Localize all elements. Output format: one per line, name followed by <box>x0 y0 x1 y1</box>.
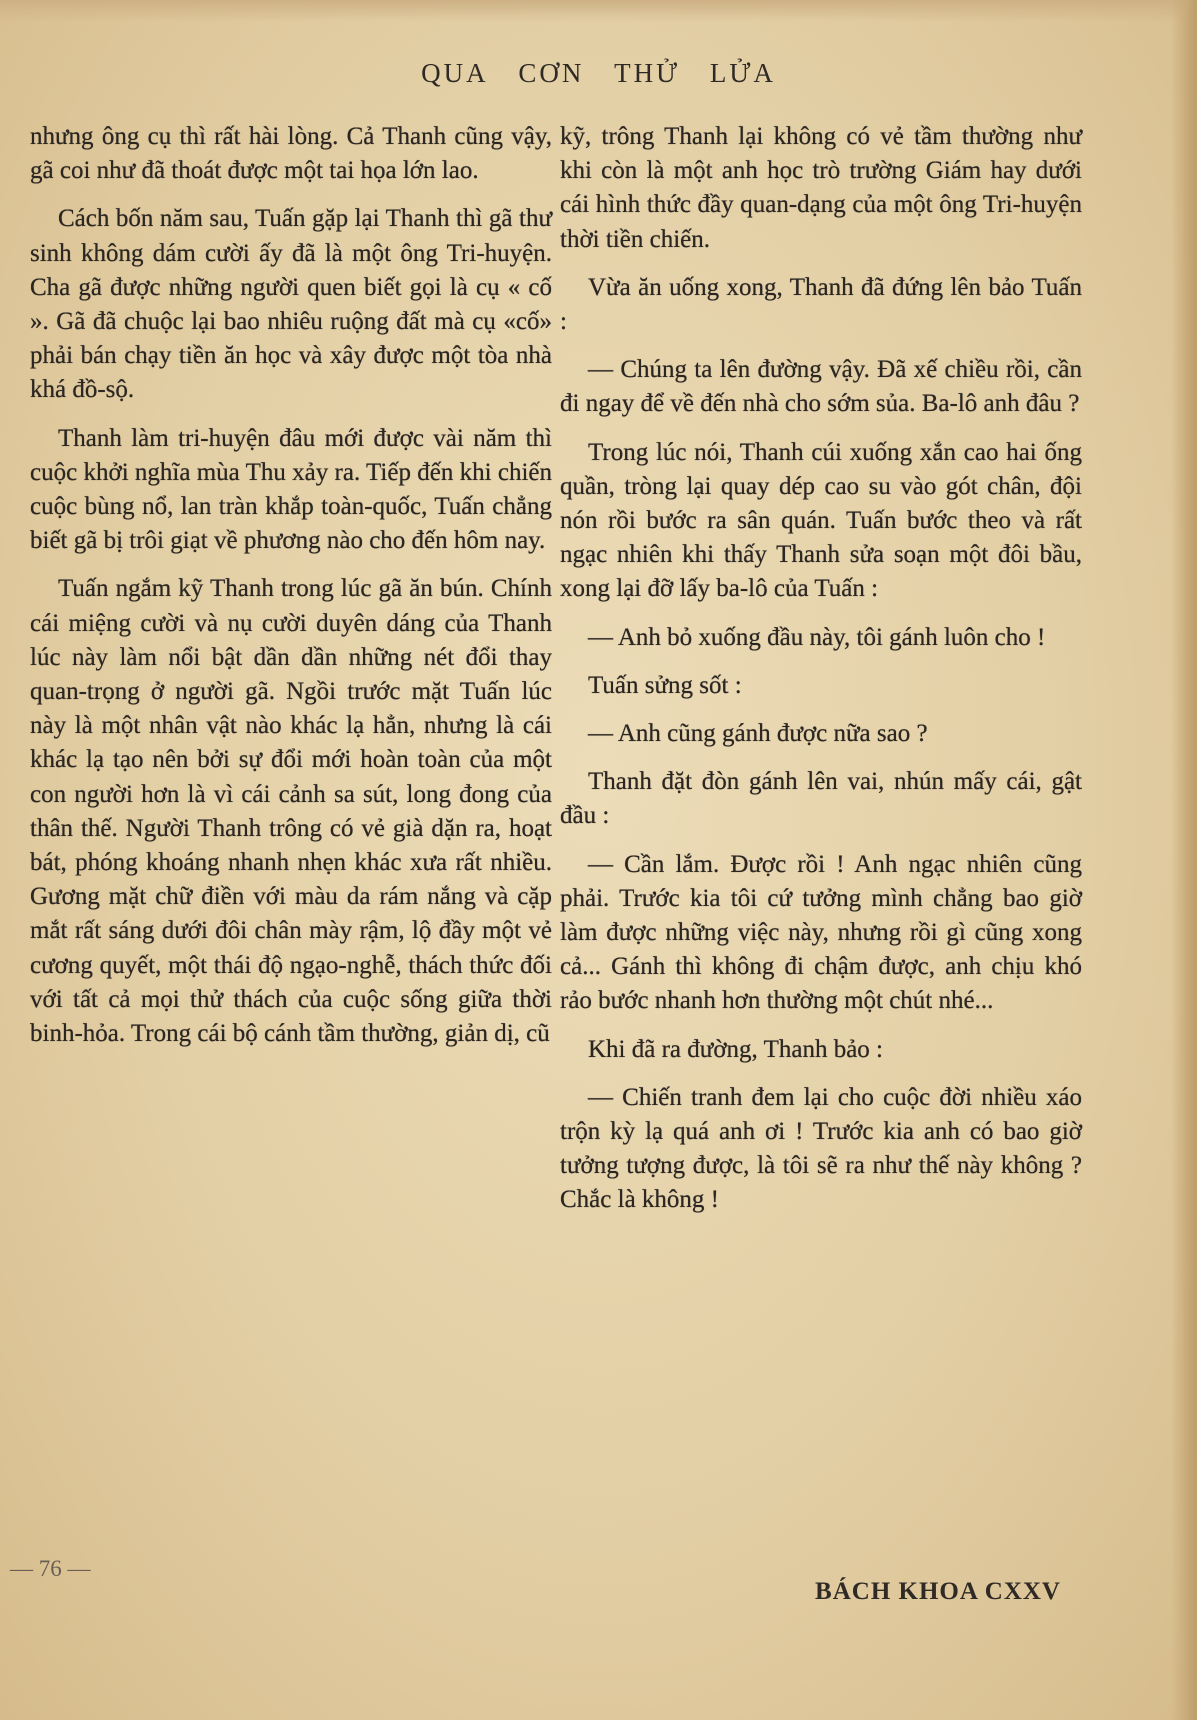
paragraph: — Chiến tranh đem lại cho cuộc đời nhiều xáo trộn kỳ lạ quá anh ơi ! Trước kia anh có bao giờ tưởng tượng được, là tôi sẽ ra như thế này không ? Chắc là không ! <box>560 1083 1082 1214</box>
paragraph: Khi đã ra đường, Thanh bảo : <box>588 1035 883 1063</box>
left-column <box>30 120 552 1065</box>
paragraph: Thanh đặt đòn gánh lên vai, nhún mấy cái, gật đầu : <box>560 768 1082 830</box>
paragraph: — Anh cũng gánh được nữa sao ? <box>588 720 928 748</box>
paragraph: Thanh làm tri-huyện đâu mới được vài năm thì cuộc khởi nghĩa mùa Thu xảy ra. Tiếp đến khi chiến cuộc bùng nổ, lan tràn khắp toàn-quốc, Tuấn chẳng biết gã bị trôi giạt về phương nào cho đến hôm nay. <box>30 424 552 555</box>
page-number: — 76 — <box>10 1556 91 1581</box>
right-column <box>560 120 1082 1232</box>
journal-title: BÁCH KHOA CXXV <box>815 1578 1061 1605</box>
paragraph: Tuấn sửng sốt : <box>588 671 742 699</box>
paragraph: Cách bốn năm sau, Tuấn gặp lại Thanh thì gã thư sinh không dám cười ấy đã là một ông Tri-huyện. Cha gã được những người quen biết gọi là cụ « cố ». Gã đã chuộc lại bao nhiêu ruộng đất mà cụ «cố» phải bán chạy tiền ăn học và xây được một tòa nhà khá đồ-sộ. <box>30 205 552 404</box>
paper-edge-right <box>1171 0 1197 1720</box>
running-head <box>0 58 1197 89</box>
paragraph: — Chúng ta lên đường vậy. Đã xế chiều rồi, cần đi ngay để về đến nhà cho sớm sủa. Ba-lô anh đâu ? <box>560 356 1082 418</box>
paragraph: Vừa ăn uống xong, Thanh đã đứng lên bảo Tuấn : <box>560 273 1082 336</box>
running-head-word: QUA <box>421 58 489 88</box>
running-head-word: THỬ <box>614 58 681 88</box>
running-head-word: CƠN <box>518 58 585 88</box>
paragraph: nhưng ông cụ thì rất hài lòng. Cả Thanh cũng vậy, gã coi như đã thoát được một tai họa lớn lao. <box>30 123 552 185</box>
paragraph: — Anh bỏ xuống đầu này, tôi gánh luôn cho ! <box>588 623 1046 651</box>
paper-edge-top <box>0 0 1197 22</box>
paragraph: — Cần lắm. Được rồi ! Anh ngạc nhiên cũng phải. Trước kia tôi cứ tưởng mình chẳng bao giờ làm được những việc này, nhưng rồi gì cũng xong cả... Gánh thì không đi chậm được, anh chịu khó rảo bước nhanh hơn thường một chút nhé... <box>560 850 1082 1015</box>
paragraph: Tuấn ngắm kỹ Thanh trong lúc gã ăn bún. Chính cái miệng cười và nụ cười duyên dáng của Thanh lúc này làm nổi bật dần dần những nét đổi thay quan-trọng ở người gã. Ngồi trước mặt Tuấn lúc này là một nhân vật nào khác lạ hẳn, nhưng là cái khác lạ tạo nên bởi sự đổi mới hoàn toàn của một con người hơn là vì cái cảnh sa sút, long đong của thân thế. Người Thanh trông có vẻ già dặn ra, hoạt bát, phóng khoáng nhanh nhẹn khác xưa rất nhiều. Gương mặt chữ điền với màu da rám nắng và cặp mắt rất sáng dưới đôi chân mày rậm, lộ đầy một vẻ cương quyết, một thái độ ngạo-nghễ, thách thức đối với tất cả mọi thử thách của cuộc sống giữa thời binh-hỏa. Trong cái bộ cánh tầm thường, giản dị, cũ <box>30 575 552 1048</box>
paragraph: kỹ, trông Thanh lại không có vẻ tầm thường như khi còn là một anh học trò trường Giám hay dưới cái hình thức đầy quan-dạng của một ông Tri-huyện thời tiền chiến. <box>560 123 1082 253</box>
paragraph: Trong lúc nói, Thanh cúi xuống xắn cao hai ống quần, tròng lại quay dép cao su vào gót chân, đội nón rồi bước ra sân quán. Tuấn bước theo và rất ngạc nhiên khi thấy Thanh sửa soạn một đôi bầu, xong lại đỡ lấy ba-lô của Tuấn : <box>560 438 1082 603</box>
running-head-word: LỬA <box>709 58 776 88</box>
